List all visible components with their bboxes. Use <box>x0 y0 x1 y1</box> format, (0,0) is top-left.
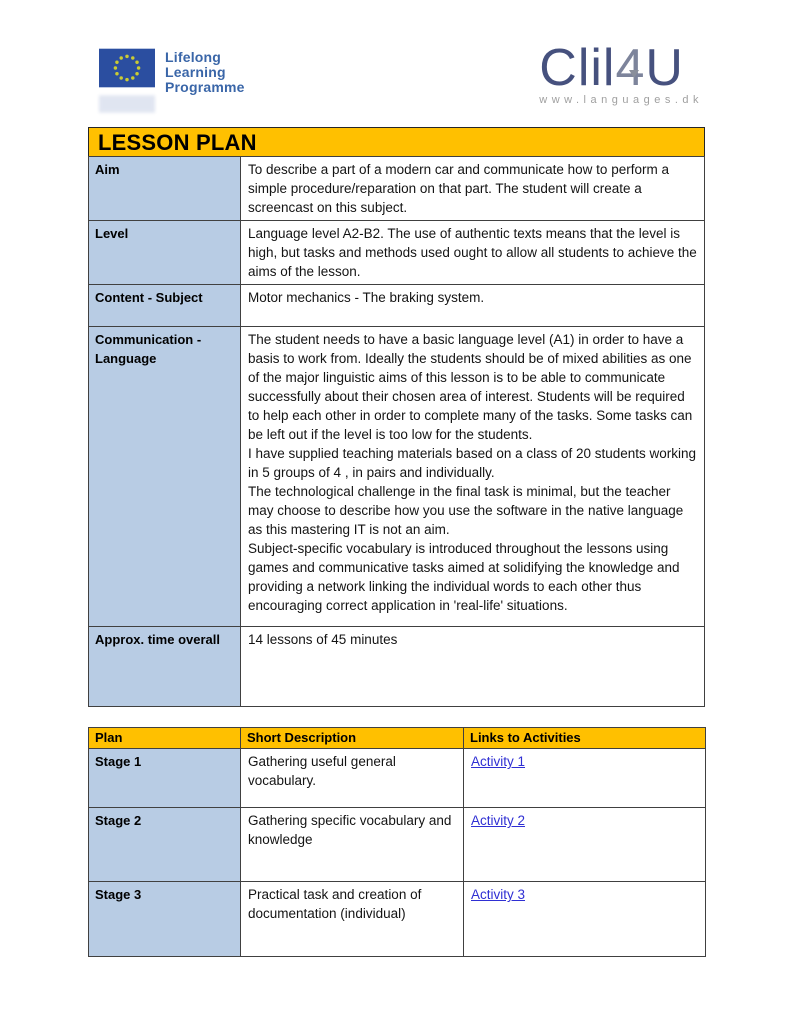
content-subject-label: Content - Subject <box>89 285 241 327</box>
clil-four-text: 4 <box>615 39 646 97</box>
activity-1-link[interactable]: Activity 1 <box>471 754 526 769</box>
stage-3-description: Practical task and creation of documentation (individual) <box>241 882 464 957</box>
table-row <box>89 808 706 882</box>
plan-table-header-row <box>89 728 706 749</box>
table-row <box>89 627 705 707</box>
level-label: Level <box>89 221 241 285</box>
activity-3-link[interactable]: Activity 3 <box>471 887 526 902</box>
table-row <box>89 157 705 221</box>
header <box>99 0 703 127</box>
clil4u-logo <box>539 39 703 106</box>
level-text: Language level A2-B2. The use of authentic texts means that the level is high, but tasks and methods used ought to allow all students to achieve the aims of the lesson. <box>241 221 705 285</box>
stage-2-label: Stage 2 <box>89 808 241 882</box>
table-row <box>89 882 706 957</box>
stage-1-description: Gathering useful general vocabulary. <box>241 749 464 808</box>
approx-time-label: Approx. time overall <box>89 627 241 707</box>
communication-language-label: Communication - Language <box>89 327 241 627</box>
lesson-plan-document <box>88 127 705 957</box>
table-spacer <box>88 707 705 727</box>
stage-3-label: Stage 3 <box>89 882 241 957</box>
clil-u-text: U <box>645 39 684 97</box>
communication-language-text: The student needs to have a basic language level (A1) in order to have a basis to work from. Ideally the students should be of mixed abilities as one of the major linguistic aims of this lesson is to be able to communicate successfully about their chosen area of interest. Students will be required to help each other in order to complete many of the tasks. Some tasks can be left out if the level is too low for the students. I have supplied teaching materials based on a class of 20 students working in 5 groups of 4 , in pairs and individually. The technological challenge in the final task is minimal, but the teacher may choose to describe how you use the software in the native language as this mastering IT is not an aim. Subject-specific vocabulary is introduced throughout the lessons using games and communicative tasks aimed at solidifying the knowledge and providing a network linking the individual words to each other thus encouraging correct application in 'real-life' situations. <box>241 327 705 627</box>
clil4u-website: www.languages.dk <box>539 94 703 106</box>
plan-stages-table <box>88 727 706 957</box>
table-row <box>89 285 705 327</box>
content-subject-text: Motor mechanics - The braking system. <box>241 285 705 327</box>
clil-text: Clil <box>539 39 616 97</box>
arrow-down-icon <box>629 70 639 78</box>
llp-line-3: Programme <box>165 79 245 95</box>
clil4u-wordmark <box>539 39 703 97</box>
approx-time-text: 14 lessons of 45 minutes <box>241 627 705 707</box>
llp-logo <box>99 48 245 95</box>
stage-1-label: Stage 1 <box>89 749 241 808</box>
table-row <box>89 327 705 627</box>
links-to-activities-column-header: Links to Activities <box>464 728 706 749</box>
stage-1-link-cell <box>464 749 706 808</box>
table-row <box>89 749 706 808</box>
stage-2-link-cell <box>464 808 706 882</box>
stage-3-link-cell <box>464 882 706 957</box>
activity-2-link[interactable]: Activity 2 <box>471 813 526 828</box>
llp-logo-text <box>165 48 245 95</box>
eu-flag-icon <box>99 48 155 88</box>
page-title: LESSON PLAN <box>88 127 705 157</box>
aim-text: To describe a part of a modern car and communicate how to perform a simple procedure/reparation on that part. The student will create a screencast on this subject. <box>241 157 705 221</box>
lesson-info-table <box>88 156 705 707</box>
llp-line-2: Learning <box>165 64 226 80</box>
short-description-column-header: Short Description <box>241 728 464 749</box>
llp-logo-reflection <box>99 90 155 113</box>
stage-2-description: Gathering specific vocabulary and knowledge <box>241 808 464 882</box>
table-row <box>89 221 705 285</box>
llp-line-1: Lifelong <box>165 49 222 65</box>
plan-column-header: Plan <box>89 728 241 749</box>
aim-label: Aim <box>89 157 241 221</box>
